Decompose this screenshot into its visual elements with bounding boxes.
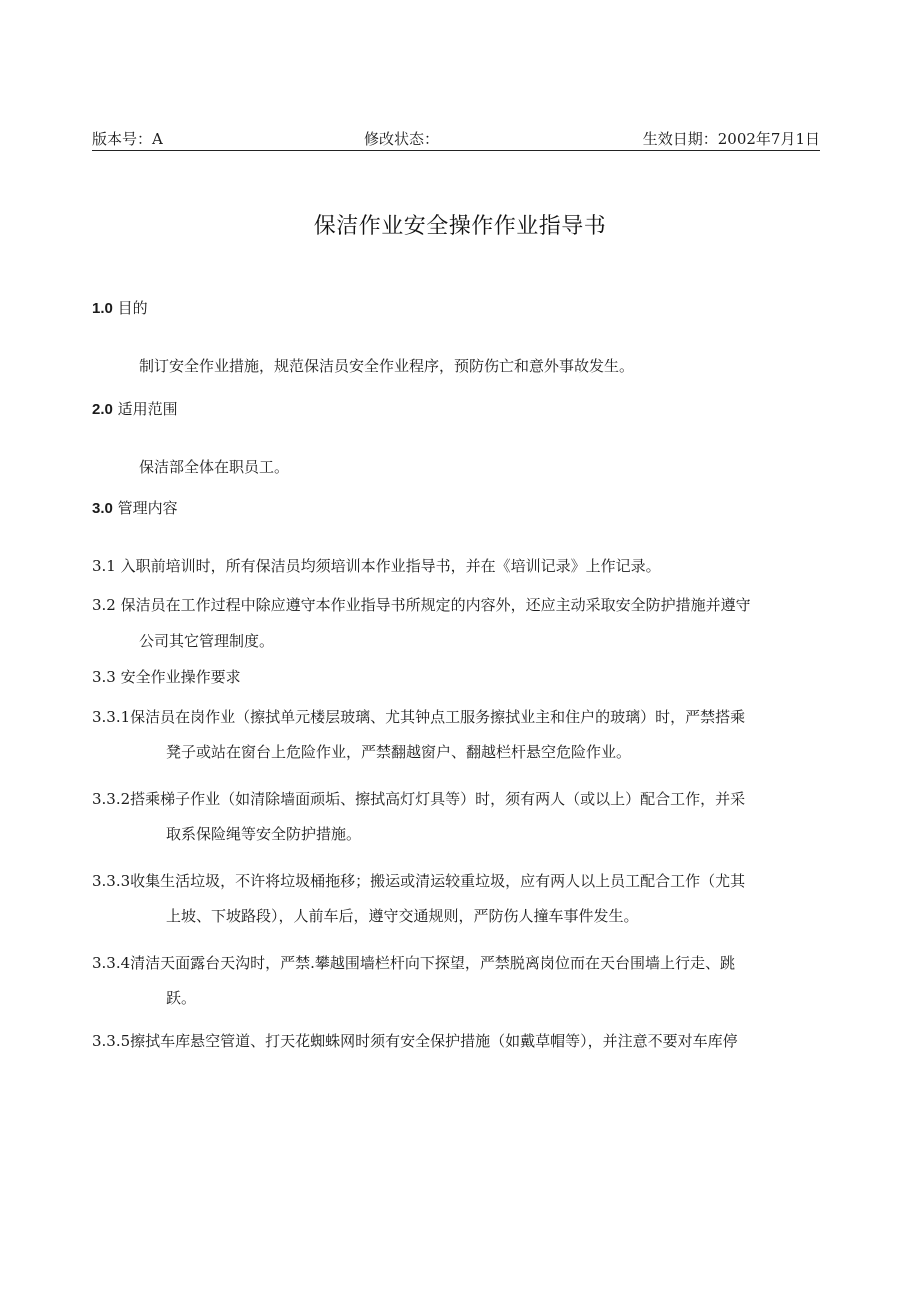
- item-3-2-continuation: 公司其它管理制度。: [139, 632, 275, 650]
- section-number: 3.0: [92, 500, 113, 517]
- item-3-3-3-continuation: 上坡、下坡路段），人前车后，遵守交通规则，严防伤人撞车事件发生。: [166, 907, 639, 925]
- item-3-3-4-continuation: 跃。: [166, 989, 197, 1007]
- document-header: [92, 128, 820, 151]
- section-label: 管理内容: [117, 499, 178, 517]
- item-3-3-4: 3.3.4清洁天面露台天沟时，严禁.攀越围墙栏杆向下探望，严禁脱离岗位而在天台围墙上行走、跳: [92, 954, 735, 972]
- revision-status-label: 修改状态：: [364, 130, 440, 148]
- section-heading-scope: [92, 398, 178, 421]
- section-label: 适用范围: [117, 400, 178, 418]
- section-label: 目的: [117, 299, 148, 317]
- effective-date-label: 生效日期：2002年7月1日: [642, 130, 820, 148]
- item-3-3-5: 3.3.5擦拭车库悬空管道、打天花蜘蛛网时须有安全保护措施（如戴草帽等），并注意不要对车库停: [92, 1032, 738, 1050]
- scope-paragraph: 保洁部全体在职员工。: [139, 458, 290, 476]
- section-heading-management: [92, 497, 178, 520]
- item-3-3: 3.3 安全作业操作要求: [92, 668, 241, 686]
- item-3-3-1-continuation: 凳子或站在窗台上危险作业，严禁翻越窗户、翻越栏杆悬空危险作业。: [166, 743, 632, 761]
- item-3-3-3: 3.3.3收集生活垃圾，不许将垃圾桶拖移；搬运或清运较重垃圾，应有两人以上员工配合工作（尤其: [92, 872, 746, 890]
- section-number: 1.0: [92, 300, 113, 317]
- item-3-3-1: 3.3.1保洁员在岗作业（擦拭单元楼层玻璃、尤其钟点工服务擦拭业主和住户的玻璃）时，严禁搭乘: [92, 708, 746, 726]
- item-3-3-2-continuation: 取系保险绳等安全防护措施。: [166, 825, 362, 843]
- item-3-1: 3.1 入职前培训时，所有保洁员均须培训本作业指导书，并在《培训记录》上作记录。: [92, 557, 661, 575]
- section-number: 2.0: [92, 401, 113, 418]
- item-3-2: 3.2 保洁员在工作过程中除应遵守本作业指导书所规定的内容外，还应主动采取安全防护措施并遵守: [92, 596, 751, 614]
- document-title: 保洁作业安全操作作业指导书: [313, 214, 607, 239]
- section-heading-purpose: [92, 297, 148, 320]
- version-label: 版本号：A: [92, 130, 163, 148]
- purpose-paragraph: 制订安全作业措施，规范保洁员安全作业程序，预防伤亡和意外事故发生。: [139, 357, 635, 375]
- item-3-3-2: 3.3.2搭乘梯子作业（如清除墙面顽垢、擦拭高灯灯具等）时，须有两人（或以上）配合工作，并采: [92, 790, 746, 808]
